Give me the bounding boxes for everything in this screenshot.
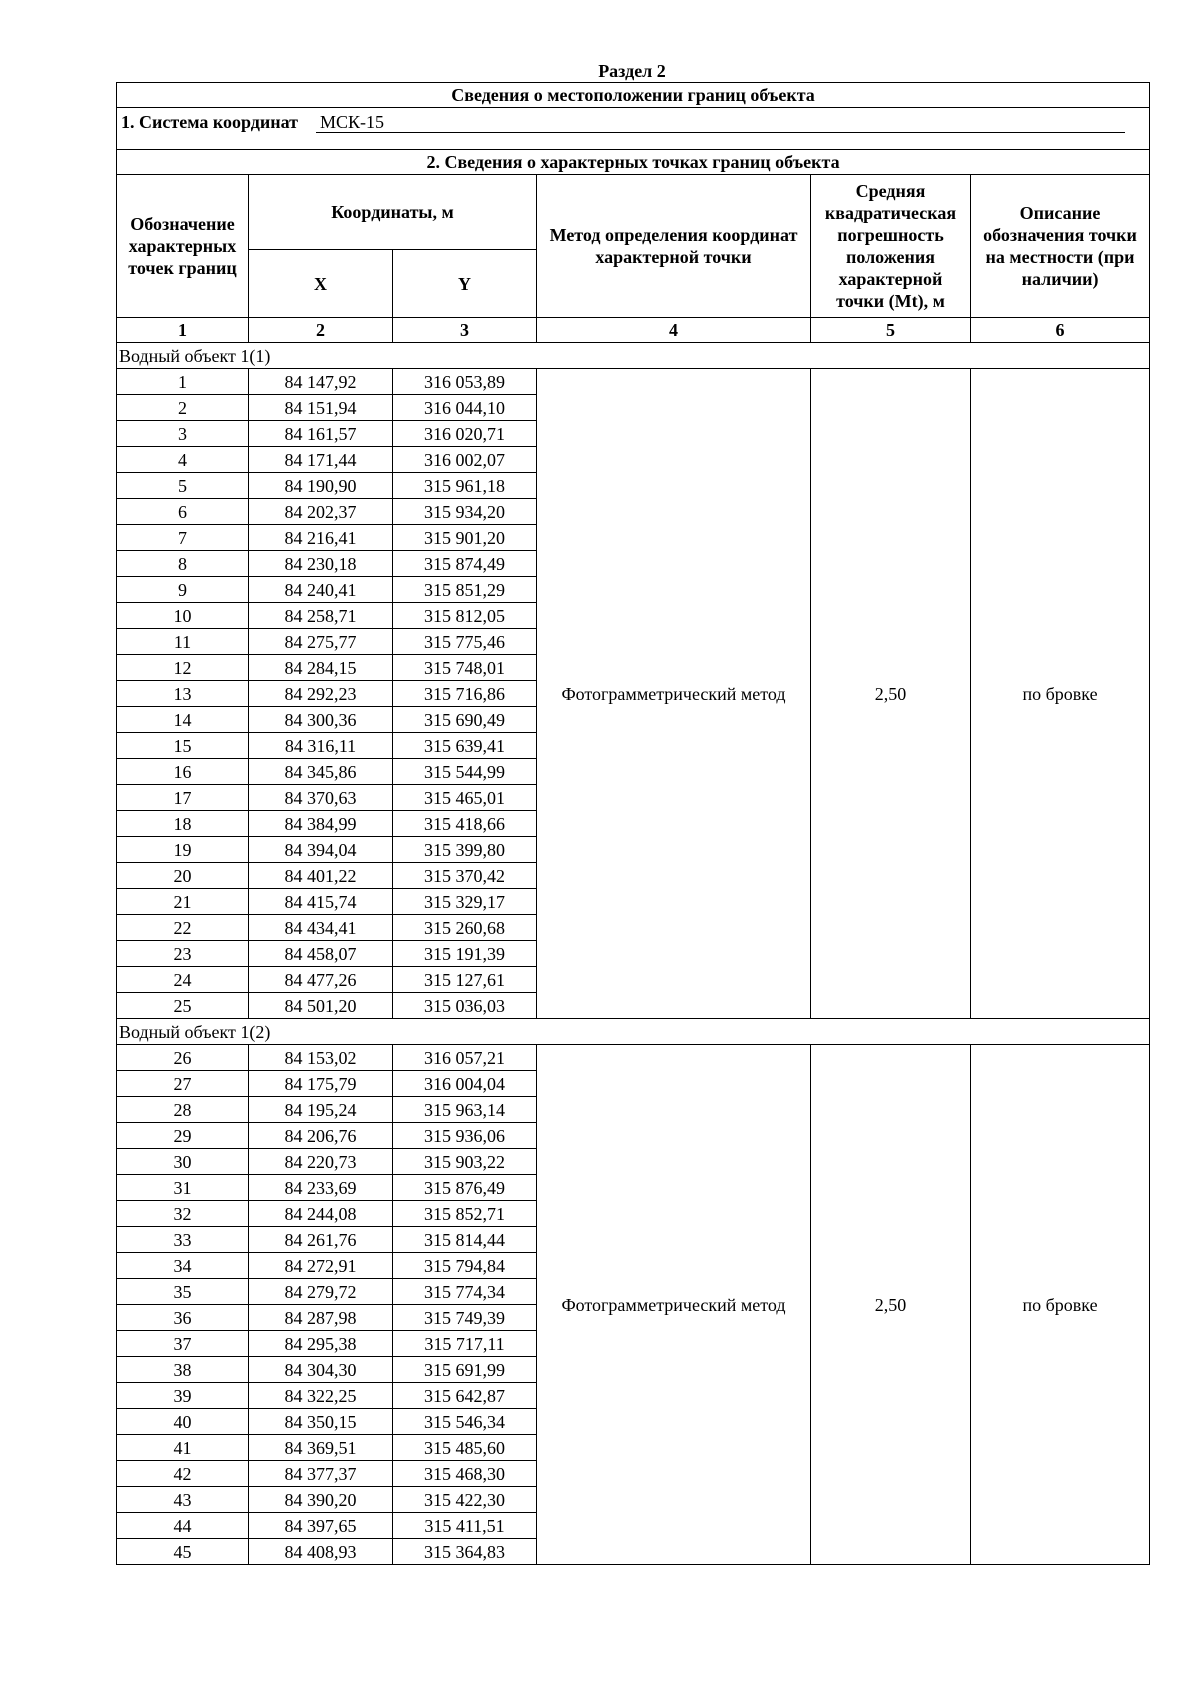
- point-number: 5: [117, 473, 249, 499]
- point-number: 26: [117, 1045, 249, 1071]
- point-x: 84 171,44: [249, 447, 393, 473]
- point-x: 84 345,86: [249, 759, 393, 785]
- method-cell: Фотограмметрический метод: [537, 369, 811, 1019]
- point-x: 84 230,18: [249, 551, 393, 577]
- point-x: 84 295,38: [249, 1331, 393, 1357]
- column-number: 5: [811, 318, 971, 343]
- point-x: 84 279,72: [249, 1279, 393, 1305]
- point-y: 315 690,49: [393, 707, 537, 733]
- point-y: 316 057,21: [393, 1045, 537, 1071]
- point-x: 84 233,69: [249, 1175, 393, 1201]
- point-y: 315 399,80: [393, 837, 537, 863]
- point-y: 315 260,68: [393, 915, 537, 941]
- point-y: 315 774,34: [393, 1279, 537, 1305]
- points-section-title: 2. Сведения о характерных точках границ объекта: [117, 150, 1150, 175]
- point-y: 315 465,01: [393, 785, 537, 811]
- point-y: 315 749,39: [393, 1305, 537, 1331]
- description-cell: по бровке: [971, 369, 1150, 1019]
- point-number: 34: [117, 1253, 249, 1279]
- point-x: 84 190,90: [249, 473, 393, 499]
- point-number: 12: [117, 655, 249, 681]
- column-number: 6: [971, 318, 1150, 343]
- point-x: 84 258,71: [249, 603, 393, 629]
- table-title: Сведения о местоположении границ объекта: [117, 83, 1150, 108]
- column-number: 1: [117, 318, 249, 343]
- point-y: 315 876,49: [393, 1175, 537, 1201]
- point-y: 315 963,14: [393, 1097, 537, 1123]
- point-x: 84 300,36: [249, 707, 393, 733]
- point-x: 84 304,30: [249, 1357, 393, 1383]
- point-number: 20: [117, 863, 249, 889]
- point-y: 315 544,99: [393, 759, 537, 785]
- header-method: Метод определения координат характерной точки: [537, 175, 811, 318]
- point-x: 84 316,11: [249, 733, 393, 759]
- point-x: 84 408,93: [249, 1539, 393, 1565]
- point-number: 13: [117, 681, 249, 707]
- point-x: 84 384,99: [249, 811, 393, 837]
- point-x: 84 287,98: [249, 1305, 393, 1331]
- table-body: [117, 83, 1150, 1565]
- point-number: 33: [117, 1227, 249, 1253]
- point-y: 315 934,20: [393, 499, 537, 525]
- point-y: 315 329,17: [393, 889, 537, 915]
- point-x: 84 195,24: [249, 1097, 393, 1123]
- header-description: Описание обозначения точки на местности (при наличии): [971, 175, 1150, 318]
- point-number: 15: [117, 733, 249, 759]
- point-number: 25: [117, 993, 249, 1019]
- point-x: 84 240,41: [249, 577, 393, 603]
- point-x: 84 390,20: [249, 1487, 393, 1513]
- point-number: 17: [117, 785, 249, 811]
- point-x: 84 434,41: [249, 915, 393, 941]
- description-cell: по бровке: [971, 1045, 1150, 1565]
- point-y: 316 002,07: [393, 447, 537, 473]
- point-y: 316 020,71: [393, 421, 537, 447]
- point-y: 315 936,06: [393, 1123, 537, 1149]
- point-x: 84 275,77: [249, 629, 393, 655]
- column-number: 2: [249, 318, 393, 343]
- point-number: 35: [117, 1279, 249, 1305]
- point-number: 10: [117, 603, 249, 629]
- point-number: 36: [117, 1305, 249, 1331]
- point-y: 315 812,05: [393, 603, 537, 629]
- point-x: 84 292,23: [249, 681, 393, 707]
- table-row: [117, 369, 1150, 395]
- point-number: 37: [117, 1331, 249, 1357]
- point-x: 84 415,74: [249, 889, 393, 915]
- point-x: 84 458,07: [249, 941, 393, 967]
- point-y: 315 639,41: [393, 733, 537, 759]
- point-number: 39: [117, 1383, 249, 1409]
- point-y: 315 468,30: [393, 1461, 537, 1487]
- point-x: 84 216,41: [249, 525, 393, 551]
- point-y: 315 642,87: [393, 1383, 537, 1409]
- header-coordinates: Координаты, м: [249, 175, 537, 250]
- table-row: [117, 1045, 1150, 1071]
- point-number: 40: [117, 1409, 249, 1435]
- column-number: 4: [537, 318, 811, 343]
- column-number: 3: [393, 318, 537, 343]
- point-x: 84 394,04: [249, 837, 393, 863]
- point-y: 315 775,46: [393, 629, 537, 655]
- point-y: 315 748,01: [393, 655, 537, 681]
- point-y: 315 794,84: [393, 1253, 537, 1279]
- point-number: 18: [117, 811, 249, 837]
- point-number: 44: [117, 1513, 249, 1539]
- group-name: Водный объект 1(2): [117, 1019, 1150, 1045]
- point-y: 315 036,03: [393, 993, 537, 1019]
- point-x: 84 151,94: [249, 395, 393, 421]
- point-x: 84 501,20: [249, 993, 393, 1019]
- group-row: [117, 343, 1150, 369]
- point-y: 315 903,22: [393, 1149, 537, 1175]
- point-number: 9: [117, 577, 249, 603]
- point-number: 8: [117, 551, 249, 577]
- point-number: 45: [117, 1539, 249, 1565]
- point-y: 315 422,30: [393, 1487, 537, 1513]
- point-y: 316 053,89: [393, 369, 537, 395]
- point-number: 27: [117, 1071, 249, 1097]
- point-x: 84 377,37: [249, 1461, 393, 1487]
- point-y: 315 717,11: [393, 1331, 537, 1357]
- point-y: 315 191,39: [393, 941, 537, 967]
- point-number: 1: [117, 369, 249, 395]
- coord-system-row: [117, 108, 1150, 150]
- point-number: 3: [117, 421, 249, 447]
- point-y: 315 851,29: [393, 577, 537, 603]
- point-x: 84 220,73: [249, 1149, 393, 1175]
- point-number: 41: [117, 1435, 249, 1461]
- point-number: 24: [117, 967, 249, 993]
- point-x: 84 153,02: [249, 1045, 393, 1071]
- method-cell: Фотограмметрический метод: [537, 1045, 811, 1565]
- point-x: 84 370,63: [249, 785, 393, 811]
- point-x: 84 261,76: [249, 1227, 393, 1253]
- point-y: 315 716,86: [393, 681, 537, 707]
- point-y: 315 418,66: [393, 811, 537, 837]
- mean-error-cell: 2,50: [811, 1045, 971, 1565]
- point-y: 315 546,34: [393, 1409, 537, 1435]
- point-x: 84 322,25: [249, 1383, 393, 1409]
- point-x: 84 244,08: [249, 1201, 393, 1227]
- coord-system-label: 1. Система координат: [121, 112, 298, 132]
- point-y: 315 852,71: [393, 1201, 537, 1227]
- point-y: 315 814,44: [393, 1227, 537, 1253]
- point-number: 38: [117, 1357, 249, 1383]
- point-number: 16: [117, 759, 249, 785]
- point-x: 84 161,57: [249, 421, 393, 447]
- point-number: 14: [117, 707, 249, 733]
- point-x: 84 175,79: [249, 1071, 393, 1097]
- point-y: 315 485,60: [393, 1435, 537, 1461]
- point-x: 84 206,76: [249, 1123, 393, 1149]
- point-y: 315 370,42: [393, 863, 537, 889]
- point-y: 316 004,04: [393, 1071, 537, 1097]
- header-point-designation: Обозначение характерных точек границ: [117, 175, 249, 318]
- point-number: 32: [117, 1201, 249, 1227]
- point-y: 315 127,61: [393, 967, 537, 993]
- point-x: 84 397,65: [249, 1513, 393, 1539]
- header-mean-error: Средняя квадратическая погрешность положения характерной точки (Mt), м: [811, 175, 971, 318]
- point-number: 21: [117, 889, 249, 915]
- point-number: 19: [117, 837, 249, 863]
- point-x: 84 369,51: [249, 1435, 393, 1461]
- point-number: 43: [117, 1487, 249, 1513]
- point-number: 31: [117, 1175, 249, 1201]
- point-y: 315 364,83: [393, 1539, 537, 1565]
- point-y: 315 901,20: [393, 525, 537, 551]
- group-row: [117, 1019, 1150, 1045]
- point-number: 29: [117, 1123, 249, 1149]
- point-y: 315 411,51: [393, 1513, 537, 1539]
- point-number: 22: [117, 915, 249, 941]
- point-x: 84 401,22: [249, 863, 393, 889]
- point-x: 84 202,37: [249, 499, 393, 525]
- section-title: Раздел 2: [598, 61, 666, 81]
- mean-error-cell: 2,50: [811, 369, 971, 1019]
- point-number: 42: [117, 1461, 249, 1487]
- point-x: 84 147,92: [249, 369, 393, 395]
- point-y: 316 044,10: [393, 395, 537, 421]
- point-y: 315 691,99: [393, 1357, 537, 1383]
- point-number: 28: [117, 1097, 249, 1123]
- point-number: 30: [117, 1149, 249, 1175]
- header-y: Y: [393, 250, 537, 318]
- coord-system-value: МСК-15: [316, 112, 1125, 133]
- point-x: 84 272,91: [249, 1253, 393, 1279]
- group-name: Водный объект 1(1): [117, 343, 1150, 369]
- point-number: 23: [117, 941, 249, 967]
- point-number: 2: [117, 395, 249, 421]
- point-x: 84 284,15: [249, 655, 393, 681]
- point-y: 315 874,49: [393, 551, 537, 577]
- point-number: 11: [117, 629, 249, 655]
- point-number: 6: [117, 499, 249, 525]
- boundary-coordinates-table: [116, 82, 1150, 1565]
- header-x: X: [249, 250, 393, 318]
- point-number: 4: [117, 447, 249, 473]
- point-y: 315 961,18: [393, 473, 537, 499]
- point-number: 7: [117, 525, 249, 551]
- point-x: 84 477,26: [249, 967, 393, 993]
- point-x: 84 350,15: [249, 1409, 393, 1435]
